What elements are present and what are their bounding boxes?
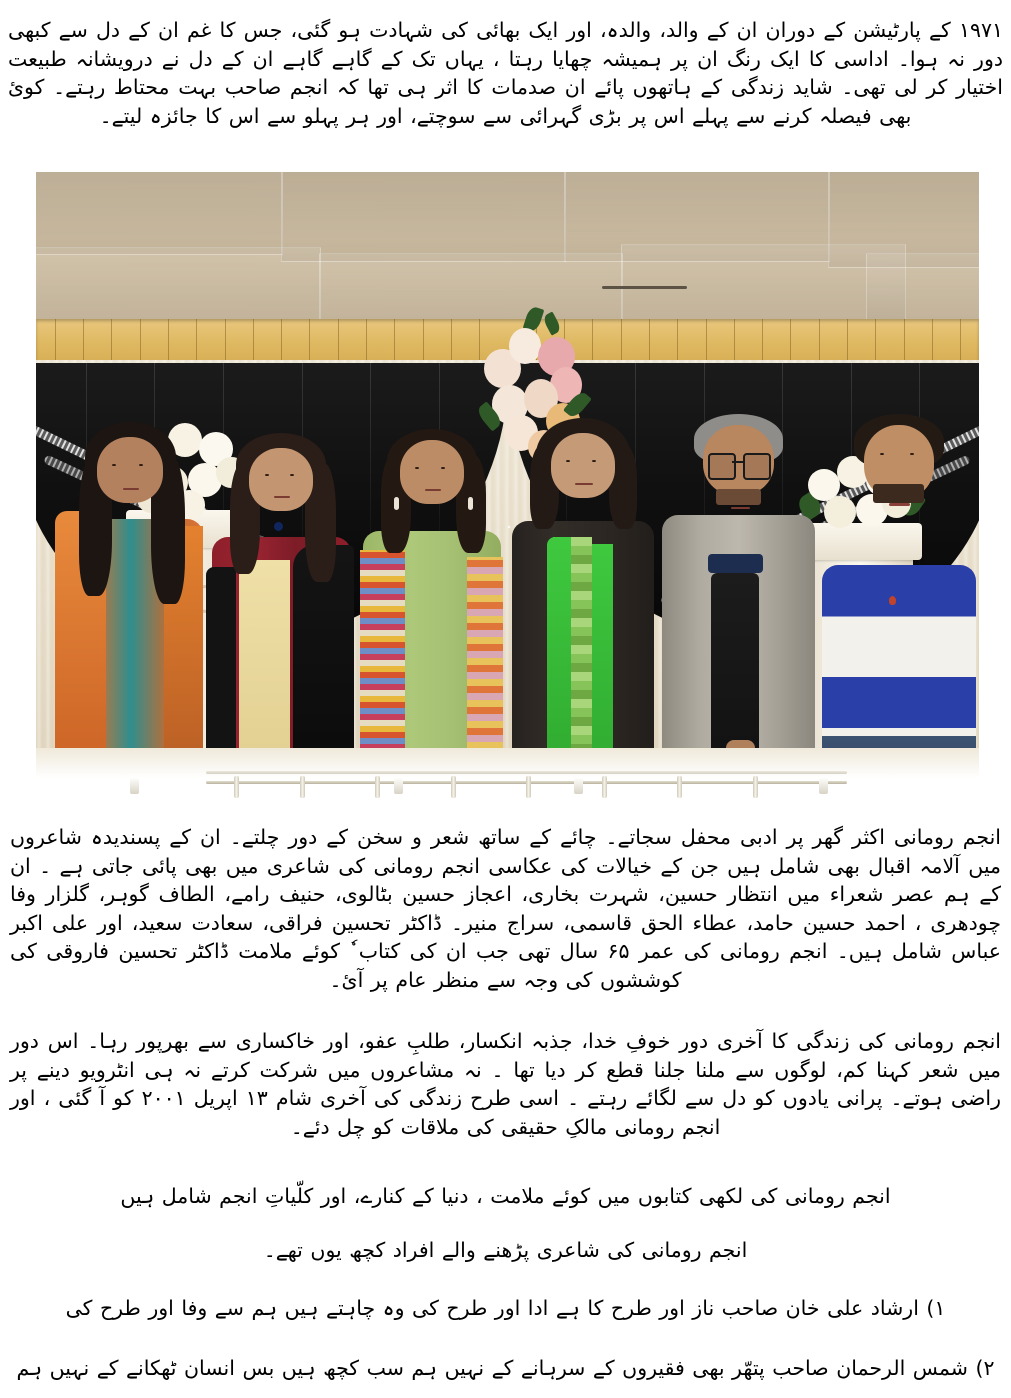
pendant <box>274 522 283 531</box>
beard-moustache <box>873 484 924 503</box>
person-woman-green-multicolor <box>357 422 508 798</box>
shirt-logo <box>889 596 896 605</box>
person-woman-orange-teal <box>55 410 206 798</box>
list-item-2: ۲) شمس الرحمان صاحب پتھّر بھی فقیروں کے سرہانے کے نہیں ہم سب کچھ ہیں بس انسان ٹھکانے کے نہیں ہم <box>16 1356 995 1380</box>
jacket-collar <box>708 554 763 573</box>
moustache <box>716 489 761 505</box>
event-group-photograph <box>36 172 979 798</box>
people-group <box>36 410 979 798</box>
paragraph-readers: انجم رومانی کی شاعری پڑھنے والے افراد کچھ یوں تھے۔ <box>263 1238 748 1262</box>
person-woman-black-shawl-maroon <box>206 425 357 798</box>
earring-right <box>468 497 473 510</box>
earring-left <box>394 497 399 510</box>
list-item-1: ۱) ارشاد علی خان صاحب ناز اور طرح کا ہے ادا اور طرح کی وہ چاہتے ہیں ہم سے وفا اور طرح کی <box>65 1296 946 1320</box>
ceiling-tiles <box>36 172 979 335</box>
person-woman-green-scarf-black-coat <box>508 414 659 798</box>
person-man-blue-white-striped-shirt <box>819 410 979 798</box>
paragraph-top: ۱۹۷۱ کے پارٹیشن کے دوران ان کے والد، والدہ، اور ایک بھائی کی شہادت ہو گئی، جس کا غم ان کے دل سے کبھی دور نہ ہوا۔ اداسی کا ایک رنگ ان پر ہمیشہ چھایا رہتا ، یہاں تک کے گاہے گاہے ان کے دل نے درویشانہ طبیعت اختیار کر لی تھی۔ شاید زندگی کے ہاتھوں پائے ان صدمات کا اثر ہی تھا کہ انجم صاحب بہت محتاط رہتے۔ کوئ بھی فیصلہ کرنے سے پہلے اس پر بڑی گہرائی سے سوچتے، اور ہر پہلو سے اس کا جائزہ لیتے۔ <box>8 18 1003 128</box>
paragraph-final-years: انجم رومانی کی زندگی کا آخری دور خوفِ خدا، جذبہ انکسار، طلبِ عفو، اور خاکساری سے بھرپور رہا۔ اس دور میں شعر کہنا کم، لوگوں سے ملنا جلنا قطع کر دیا تھا ۔ نہ مشاعروں میں شرکت کرتے نہ ہی انٹرویو دینے پر راضی ہوتے۔ پرانی یادوں کو دل سے لگائے رہتے ۔ اسی طرح زندگی کی آخری شام ۱۳ اپریل ۲۰۰۱ کو آ گئی ، اور انجم رومانی مالکِ حقیقی کی ملاقات کو چل دئے۔ <box>10 1029 1001 1139</box>
person-man-grey-jacket-glasses <box>658 410 818 798</box>
paragraph-books: انجم رومانی کی لکھی کتابوں میں کوئے ملامت ، دنیا کے کنارے، اور کلّیاتِ انجم شامل ہیں <box>120 1184 891 1208</box>
photo-content <box>36 172 979 798</box>
stage-table-rail <box>36 748 979 798</box>
paragraph-middle: انجم رومانی اکثر گھر پر ادبی محفل سجاتے۔ چائے کے ساتھ شعر و سخن کے دور چلتے۔ ان کے پسندیدہ شاعروں میں آلامہ اقبال بھی شامل ہیں جن کے خیالات کی عکاسی انجم رومانی کی شاعری میں بھی پائی جاتی ہے ۔ ان کے ہم عصر شعراء میں انتظار حسین، شہرت بخاری، اعجاز حسین بٹالوی، حنیف رامے، الطاف گوہر، گلزار وفا چودھری ، احمد حسین حامد، عطاء الحق قاسمی، سراج منیر۔ ڈاکٹر تحسین فراقی، سعادت سعید، اور علی اکبر عباس شامل ہیں۔ انجم رومانی کی عمر ۶۵ سال تھی جب ان کی کتاب ٗ کوئے ملامت ڈاکٹر تحسین فاروقی کی کوششوں کی وجہ سے منظر عام پر آئ۔ <box>10 825 1001 992</box>
